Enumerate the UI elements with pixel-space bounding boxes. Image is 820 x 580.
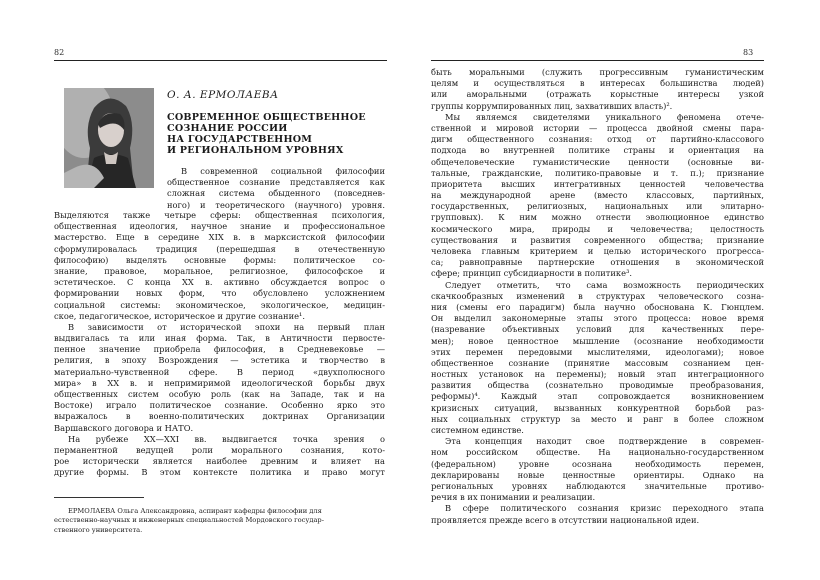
text-line: человека главным критерием и целью исторического прогресса- [431, 246, 764, 256]
footnote-rule [54, 497, 144, 498]
text-line: системном единстве. [431, 425, 524, 435]
text-line: ных социальных структур за место и ранг в более сложном [431, 413, 764, 424]
text-line: социальной системы: экономическое, экологическое, медицин- [54, 299, 385, 310]
text-line: мира» в XX в. и непримиримой идеологической борьбы двух [54, 377, 385, 388]
footnote-line: естественно-научных и инженерных специальностей Мордовского государ- [54, 516, 324, 525]
text-line: кризисных ситуаций, вызванных конкурентной борьбой раз- [431, 402, 764, 413]
text-line: В сфере политического сознания кризис переходного этапа [445, 503, 764, 514]
text-line: общественных систем особую роль (как на Западе, так и на [54, 389, 385, 399]
text-line: существования и развития современного общества; признание [431, 234, 764, 245]
text-line: материально-чувственной сфере. В период «двухполюсного [54, 366, 385, 377]
text-line: региональных уровнях наблюдаются значительные противо- [431, 480, 764, 491]
text-line: На рубеже XX—XXI вв. выдвигается точка зрения о [68, 433, 385, 444]
page-number-left: 82 [54, 48, 65, 57]
title-line: И РЕГИОНАЛЬНОМ УРОВНЯХ [167, 145, 344, 156]
intro-paragraph-beside-photo [167, 166, 385, 211]
text-line: тальные, гражданские, политико-правовые и т. п.); признание [431, 167, 764, 178]
text-line: приоритета высших интегративных ценностей человечества [431, 178, 764, 189]
text-line: общечеловеческие гуманистические ценности (основные ви- [431, 156, 764, 167]
text-line: мен); новое ценностное мышление (осознание необходимости [431, 335, 764, 346]
text-line: мастерство. Еще в середине XIX в. в марксистской философии [54, 232, 385, 243]
text-line: общественное сознание (принятие массовым сознанием цен- [431, 357, 764, 368]
text-line: декларированы новые ценностные ориентиры. Однако на [431, 469, 764, 480]
text-line: Он выделил закономерные этапы этого процесса: новое время [431, 313, 764, 324]
left-body-text [54, 210, 385, 479]
text-line: ностных установок на перемены); новый этап интеграционного [431, 369, 764, 380]
text-line: Варшавского договора и НАТО. [54, 422, 194, 433]
text-line: са; равноправные партнерские отношения в экономической [431, 257, 764, 268]
right-body-text [431, 67, 764, 526]
text-line: ское, педагогическое, историческое и другие сознание¹. [54, 310, 305, 321]
text-line: В современной социальной философии [181, 166, 385, 176]
text-line: развития общества (сознательно проводимые преобразования, [431, 380, 764, 391]
right-page [410, 0, 820, 580]
text-line: подхода во внутренней политике страны и ориентация на [431, 145, 764, 156]
author-photo [64, 88, 154, 188]
text-line: скачкообразных изменений в структурах человеческого созна- [431, 290, 764, 301]
text-line: групповых). К ним можно отнести эволюционное единство [431, 212, 764, 223]
author-footnote [54, 507, 385, 535]
title-line: СОВРЕМЕННОЕ ОБЩЕСТВЕННОЕ [167, 112, 366, 123]
text-line: этих перемен передовыми мыслителями, идеологами); новое [431, 346, 764, 357]
text-line: общественное сознание представляется как [167, 177, 385, 188]
text-line: философию) выделять основные формы: политическое со- [54, 254, 385, 265]
header-rule-right [431, 60, 764, 61]
text-line: рое исторически является наиболее древним и влияет на [54, 456, 385, 467]
text-line: сформулировалась традиция (перешедшая в отечественную [54, 243, 385, 254]
text-line: (назревание объективных условий для качественных пере- [431, 324, 764, 335]
text-line: сфере; принцип субсидиарности в политике³. [431, 268, 632, 279]
header-rule-left [54, 60, 387, 61]
author-photo-portrait [64, 88, 154, 188]
text-line: эстетическое. С конца XX в. активно обсуждается вопрос о [54, 277, 385, 288]
text-line: общественная идеология, научное знание и профессиональное [54, 221, 385, 232]
text-line: или аморальными (отражать корыстные интересы узкой [431, 89, 764, 100]
title-line: НА ГОСУДАРСТВЕННОМ [167, 134, 313, 145]
text-line: ния (смены его парадигм) была научно обоснована К. Гюнцлем. [431, 301, 764, 312]
text-line: религия, в эпоху Возрождения — эстетика и творчество в [54, 355, 385, 366]
text-line: Мы являемся свидетелями уникального феномена отече- [445, 111, 764, 122]
text-line: выражалось в военно-политических доктринах Организации [54, 411, 385, 422]
text-line: Выделяются также четыре сферы: общественная психология, [54, 210, 385, 220]
title-line: СОЗНАНИЕ РОССИИ [167, 123, 288, 134]
page-number-right: 83 [743, 48, 754, 57]
text-line: ном российском обществе. На национально-государственном [431, 447, 764, 458]
text-line: реформы)⁴. Каждый этап сопровождается возникновением [431, 391, 764, 402]
text-line: Востоке) играло политическое сознание. Особенно ярко это [54, 400, 385, 411]
text-line: другие формы. В этом контексте политика и право могут [54, 467, 385, 478]
text-line: речия в их понимании и реализации. [431, 492, 596, 503]
footnote-line: ЕРМОЛАЕВА Ольга Александровна, аспирант кафедры философии для [68, 507, 322, 515]
text-line: выдвигалась та или иная форма. Так, в Античности первосте- [54, 333, 385, 344]
text-line: знание, правовое, моральное, религиозное, философское и [54, 265, 385, 276]
text-line: ственной и мировой истории — процесса двойной смены пара- [431, 122, 764, 133]
text-line: (федеральном) уровне осознана необходимость перемен, [431, 458, 764, 469]
text-line: целям и осуществляться в интересах большинства людей) [431, 78, 764, 89]
footnote-line: ственного университета. [54, 525, 143, 534]
text-line: ного) и теоретического (научного) уровня. [167, 199, 385, 210]
text-line: группы коррумпированных лиц, захвативших власть)². [431, 100, 673, 111]
text-line: космического мира, природы и человечества; целостность [431, 223, 764, 234]
text-line: государственных, религиозных, национальных или элитарно- [431, 201, 764, 212]
text-line: проявляется прежде всего в отсутствии национальной идеи. [431, 514, 700, 525]
article-title [167, 112, 382, 156]
text-line: Эта концепция находит свое подтверждение в современ- [445, 436, 764, 447]
text-line: дигм общественного сознания: отход от партийно-классового [431, 134, 764, 145]
author-name: О. А. ЕРМОЛАЕВА [167, 89, 279, 101]
text-line: Следует отметить, что сама возможность периодических [445, 279, 764, 290]
text-line: сложная система обыденного (повседнев- [167, 188, 385, 199]
text-line: формировании новых форм, что обусловлено усложнением [54, 288, 385, 299]
text-line: пенное значение приобрела философия, в Средневековье — [54, 344, 385, 355]
text-line: на международной арене (вместо классовых, партийных, [431, 190, 764, 201]
text-line: быть моральными (служить прогрессивным гуманистическим [431, 67, 764, 77]
text-line: перманентной ведущей роли морального сознания, кото- [54, 444, 385, 455]
text-line: В зависимости от исторической эпохи на первый план [68, 321, 385, 332]
